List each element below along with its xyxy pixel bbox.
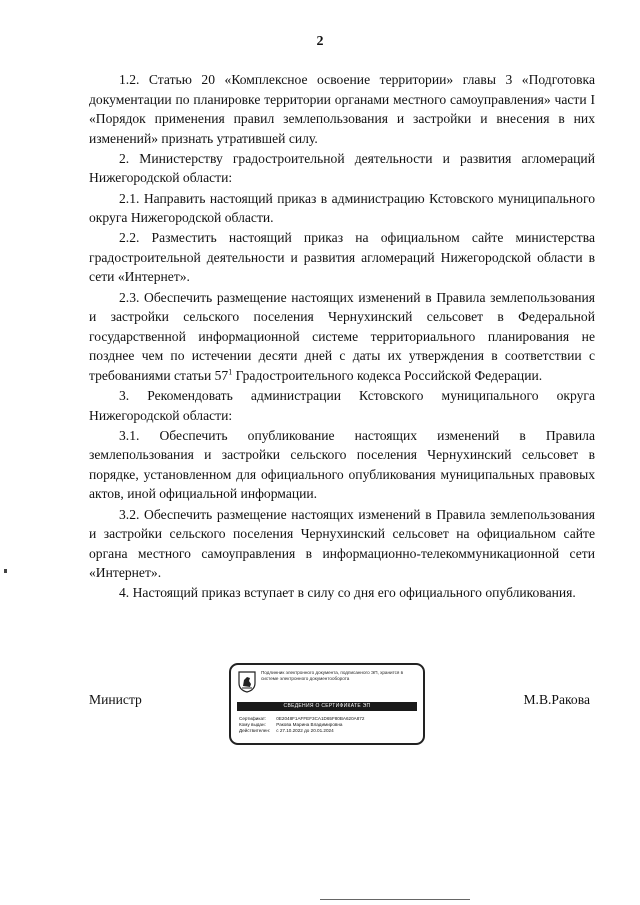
- stamp-band: СВЕДЕНИЯ О СЕРТИФИКАТЕ ЭП: [237, 702, 417, 711]
- valid-label: Действителен:: [239, 728, 271, 734]
- certificate-label: Сертификат:: [239, 716, 267, 721]
- issued-label: Кому выдан:: [239, 722, 266, 728]
- paragraph-1-2: 1.2. Статью 20 «Комплексное освоение территории» главы 3 «Подготовка документации по планировке территории органами местного самоуправления» части I «Порядок применения правил землепользования и застройки и внесения в них изменений» признать утратившей силу.: [89, 72, 595, 146]
- electronic-signature-stamp: [229, 663, 425, 745]
- valid-value: с 27.10.2022 до 20.01.2024: [276, 728, 334, 734]
- certificate-value: 0E2048F1AFFEF3CA1D65F80BA620A872: [276, 716, 365, 721]
- paragraph-3: 3. Рекомендовать администрации Кстовского муниципального округа Нижегородской области:: [89, 388, 595, 423]
- paragraph-2-1: 2.1. Направить настоящий приказ в администрацию Кстовского муниципального округа Нижегородской области.: [89, 190, 595, 226]
- footer-line: [320, 899, 470, 900]
- paragraph-3-1: 3.1. Обеспечить опубликование настоящих изменений в Правила землепользования и застройки сельского поселения Чернухинский сельсовет в порядке, установленном для официального опубликования муниципальных правовых актов, иной официальной информации.: [89, 427, 595, 502]
- paragraph-3-2: 3.2. Обеспечить размещение настоящих изменений в Правила землепользования и застройки сельского поселения Чернухинский сельсовет на официальном сайте органа местного самоуправления в информационно-телекоммуникационной сети «Интернет».: [89, 506, 595, 581]
- stamp-note: Подлинник электронного документа, подписанного ЭП, хранится в системе электронного документооборота: [261, 670, 404, 681]
- article-superscript: 1: [228, 367, 233, 377]
- paragraph-4: 4. Настоящий приказ вступает в силу со дня его официального опубликования.: [119, 585, 576, 601]
- paragraph-2-2: 2.2. Разместить настоящий приказ на официальном сайте министерства градостроительной деятельности и развития агломераций Нижегородской области в сети «Интернет».: [89, 230, 595, 285]
- signature-block: [0, 660, 640, 750]
- paragraph-2: 2. Министерству градостроительной деятельности и развития агломераций Нижегородской области:: [89, 150, 595, 186]
- paragraph-2-3-tail: Градостроительного кодекса Российской Федерации.: [232, 367, 543, 383]
- signer-name: М.В.Ракова: [523, 692, 590, 707]
- signer-position: Министр: [89, 692, 142, 707]
- issued-value: Ракова Марина Владимировна: [276, 722, 343, 728]
- paragraph-2-3: [89, 288, 595, 386]
- paragraph-2-3-text: 2.3. Обеспечить размещение настоящих изменений в Правила землепользования и застройки сельского поселения Чернухинский сельсовет в Федеральной государственной информационной системе территориального планирования не позднее чем по истечении десяти дней с даты их утверждения в соответствии с требованиями статьи 57: [89, 289, 595, 383]
- certificate-info: [239, 716, 419, 735]
- document-body: [89, 70, 595, 603]
- valid-row: [239, 728, 419, 734]
- coat-of-arms-icon: [238, 671, 256, 693]
- scan-mark: [4, 569, 7, 573]
- page-number: 2: [316, 34, 324, 49]
